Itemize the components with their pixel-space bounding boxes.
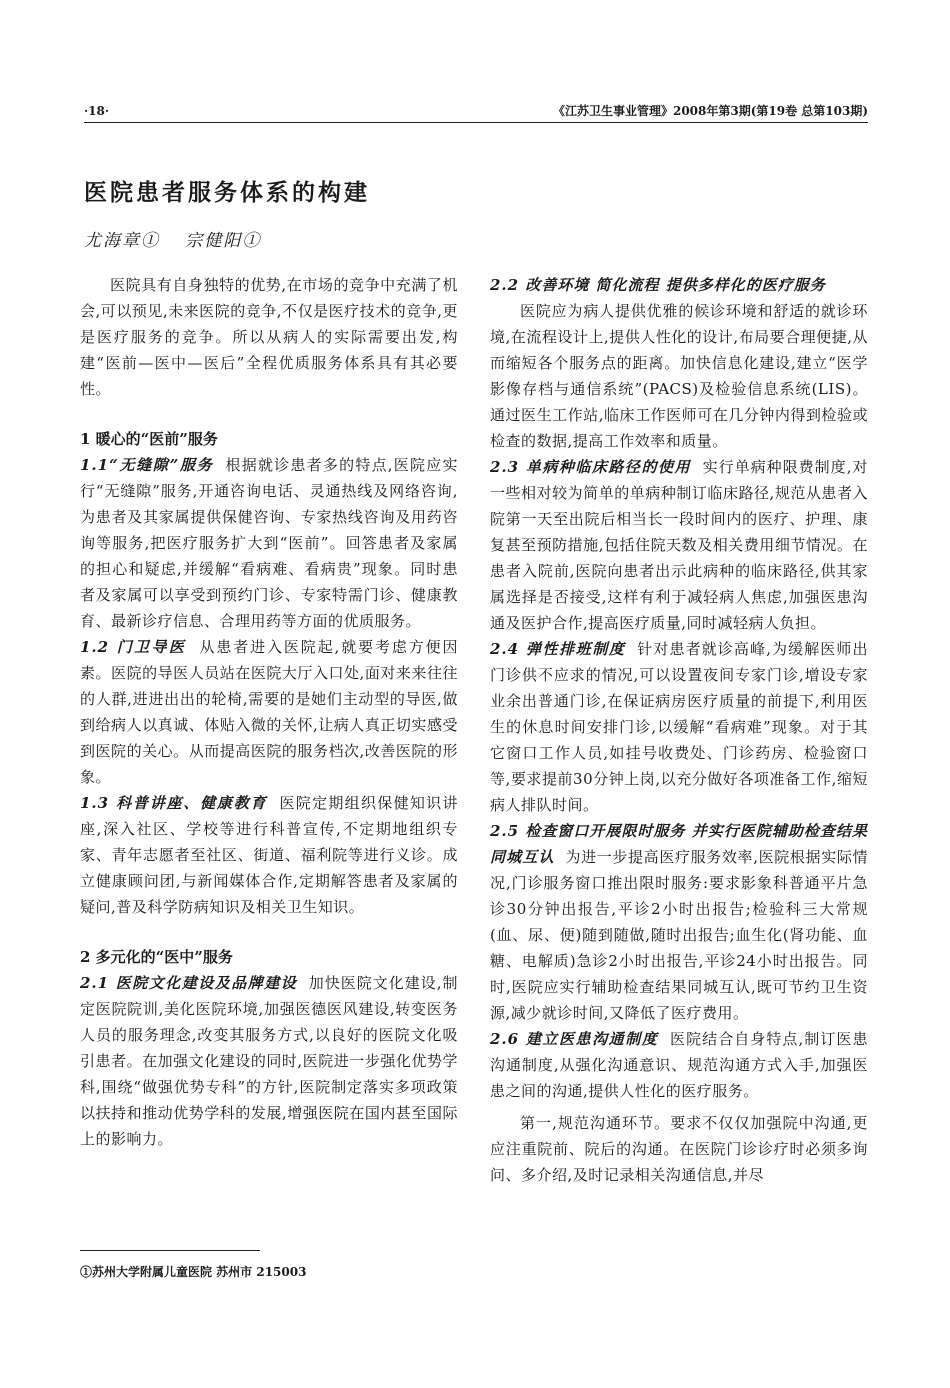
paragraph-2-1 (80, 970, 458, 1152)
paragraph-1-2 (80, 634, 458, 790)
subsection-label: 2.6 建立医患沟通制度 (490, 1030, 659, 1048)
article-title: 医院患者服务体系的构建 (84, 179, 370, 206)
paragraph-1-3 (80, 790, 458, 920)
paragraph-2-5 (490, 818, 868, 1026)
paragraph-1-1 (80, 452, 458, 634)
section-heading: 1 暖心的“医前”服务 (80, 430, 218, 448)
subsection-label: 1.3 科普讲座、健康教育 (80, 794, 268, 812)
subsection-label: 2.5 检查窗口开展限时服务 并实行医院辅助检查结果同城互认 (490, 822, 868, 866)
paragraph-2-3 (490, 454, 868, 636)
author-list (84, 226, 261, 251)
intro-paragraph: 医院具有自身独特的优势,在市场的竞争中充满了机会,可以预见,未来医院的竞争,不仅是医疗技术的竞争,更是医疗服务的竞争。所以从病人的实际需要出发,构建“医前—医中—医后”全程优质服务体系具有其必要性。 (80, 276, 458, 398)
paragraph-text: 医院应为病人提供优雅的候诊环境和舒适的就诊环境,在流程设计上,提供人性化的设计,布局要合理便捷,从而缩短各个服务点的距离。加快信息化建设,建立“医学影像存档与通信系统”(PACS)及检验信息系统(LIS)。通过医生工作站,临床工作医师可在几分钟内得到检验或检查的数据,提高工作效率和质量。 (490, 302, 868, 450)
paragraph-text: 医院定期组织保健知识讲座,深入社区、学校等进行科普宣传,不定期地组织专家、青年志愿者至社区、街道、福利院等进行义诊。成立健康顾问团,与新闻媒体合作,定期解答患者及家属的疑问,普及科学防病知识及相关卫生知识。 (80, 794, 458, 916)
subsection-label: 1.2 门卫导医 (80, 638, 187, 656)
subsection-label: 2.2 改善环境 简化流程 提供多样化的医疗服务 (490, 276, 826, 294)
subsection-label: 2.4 弹性排班制度 (490, 640, 626, 658)
subsection-label: 1.1“无缝隙”服务 (80, 456, 214, 474)
author-name: 宗健阳① (185, 231, 262, 251)
paragraph-text: 针对患者就诊高峰,为缓解医师出门诊供不应求的情况,可以设置夜间专家门诊,增设专家业余出普通门诊,在保证病房医疗质量的前提下,利用医生的休息时间安排门诊,以缓解“看病难”现象。对于其它窗口工作人员,如挂号收费处、门诊药房、检验窗口等,要求提前30分钟上岗,以充分做好各项准备工作,缩短病人排队时间。 (490, 640, 868, 814)
paragraph-text: 医院结合自身特点,制订医患沟通制度,从强化沟通意识、规范沟通方式入手,加强医患之间的沟通,提供人性化的医疗服务。 (490, 1030, 868, 1100)
paragraph-text: 第一,规范沟通环节。要求不仅仅加强院中沟通,更应注重院前、院后的沟通。在医院门诊诊疗时必须多询问、多介绍,及时记录相关沟通信息,并尽 (490, 1114, 868, 1184)
subsection-label: 2.1 医院文化建设及品牌建设 (80, 974, 298, 992)
journal-citation: 《江苏卫生事业管理》2008年第3期(第19卷 总第103期) (552, 104, 868, 118)
paragraph-text: 从患者进入医院起,就要考虑方便因素。医院的导医人员站在医院大厅入口处,面对来来往往的人群,进进出出的轮椅,需要的是她们主动型的导医,做到给病人以真诚、体贴入微的关怀,让病人真正切实感受到医院的关心。从而提高医院的服务档次,改善医院的形象。 (80, 638, 458, 786)
left-column (80, 272, 458, 1152)
page-number: ·18· (84, 104, 110, 118)
paragraph-text: 实行单病种限费制度,对一些相对较为简单的单病种制订临床路径,规范从患者入院第一天至出院后相当长一段时间内的医疗、护理、康复甚至预防措施,包括住院天数及相关费用细节情况。在患者入院前,医院向患者出示此病种的临床路径,供其家属选择是否接受,这样有利于减轻病人焦虑,加强医患沟通及医护合作,提高医疗质量,同时减轻病人负担。 (490, 458, 868, 632)
section-heading: 2 多元化的“医中”服务 (80, 948, 233, 966)
paragraph-2-4 (490, 636, 868, 818)
subsection-label: 2.3 单病种临床路径的使用 (490, 458, 691, 476)
paragraph-text: 根据就诊患者多的特点,医院应实行“无缝隙”服务,开通咨询电话、灵通热线及网络咨询,为患者及其家属提供保健咨询、专家热线咨询及用药咨询等服务,把医疗服务扩大到“医前”。回答患者及家属的担心和疑虑,并缓解“看病难、看病贵”现象。同时患者及家属可以享受到预约门诊、专家特需门诊、健康教育、最新诊疗信息、合理用药等方面的优质服务。 (80, 456, 458, 630)
running-header (84, 102, 868, 123)
right-column (490, 272, 868, 1188)
author-name: 尤海章① (84, 231, 160, 251)
paragraph-2-6 (490, 1026, 868, 1104)
paragraph-text: 加快医院文化建设,制定医院院训,美化医院环境,加强医德医风建设,转变医务人员的服务理念,改变其服务方式,以良好的医院文化吸引患者。在加强文化建设的同时,医院进一步强化优势学科,围绕“做强优势专科”的方针,医院制定落实多项政策以扶持和推动优势学科的发展,增强医院在国内甚至国际上的影响力。 (80, 974, 458, 1148)
paragraph-text: 为进一步提高医疗服务效率,医院根据实际情况,门诊服务窗口推出限时服务:要求影象科普通平片急诊30分钟出报告,平诊2小时出报告;检验科三大常规(血、尿、便)随到随做,随时出报告;血生化(肾功能、血糖、电解质)急诊2小时出报告,平诊24小时出报告。同时,医院应实行辅助检查结果同城互认,既可节约卫生资源,减少就诊时间,又降低了医疗费用。 (490, 848, 868, 1022)
affiliation-footnote: ①苏州大学附属儿童医院 苏州市 215003 (80, 1265, 307, 1279)
footnote-divider (80, 1250, 260, 1251)
